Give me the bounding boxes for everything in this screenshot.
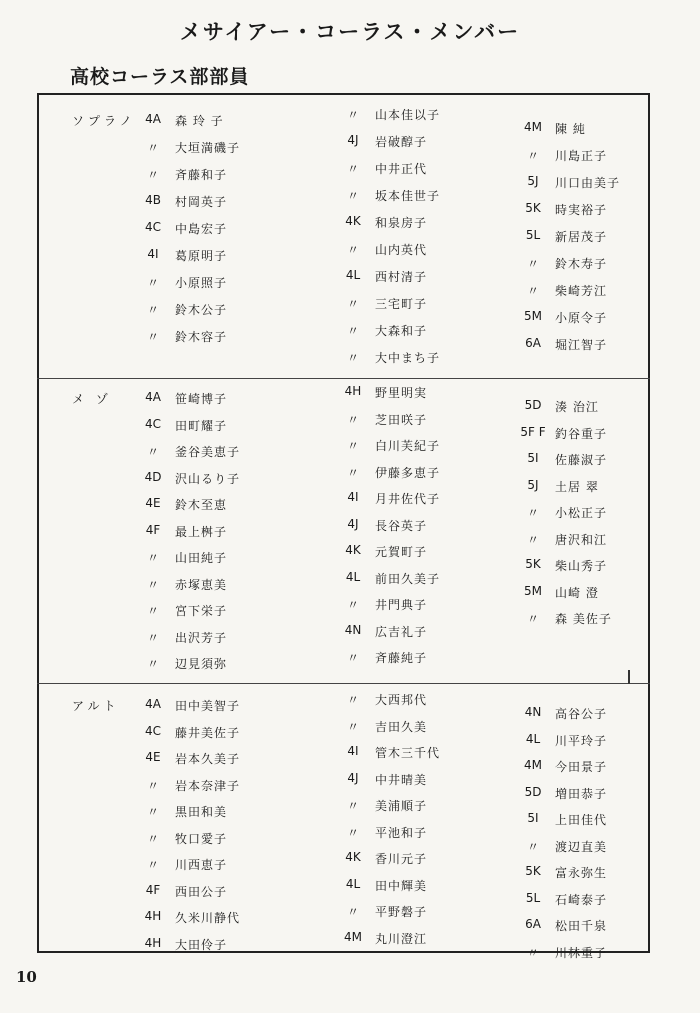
member-name: 鈴木寿子	[555, 257, 608, 271]
member-name: 田町耀子	[175, 418, 228, 433]
member-name: 川林重子	[555, 945, 608, 960]
class-code: 〃	[346, 324, 359, 338]
class-code: 4J	[347, 516, 359, 531]
class-code: 5I	[527, 451, 539, 465]
class-code: 4M	[344, 929, 362, 944]
class-code: 〃	[146, 141, 159, 155]
member-name: 佐藤淑子	[555, 453, 608, 467]
class-code: 6A	[525, 917, 541, 931]
member-name: 柴崎芳江	[555, 284, 608, 298]
class-code: 4L	[345, 569, 361, 584]
member-name: 岩本久美子	[175, 752, 241, 766]
member-name: 松田千泉	[555, 919, 608, 933]
member-name: 小原照子	[175, 276, 228, 290]
member-name: 鈴木公子	[175, 303, 228, 317]
member-name: 岩本奈津子	[175, 778, 241, 793]
member-name: 丸川澄江	[375, 931, 428, 946]
class-code: 4A	[145, 390, 161, 404]
class-code: 4K	[345, 850, 361, 864]
class-code: 4E	[145, 750, 161, 764]
class-code: 〃	[146, 168, 159, 182]
member-name: 中井正代	[375, 162, 428, 176]
member-name: 中島宏子	[175, 222, 228, 236]
member-name: 小原令子	[555, 311, 608, 325]
class-code: 〃	[346, 189, 359, 203]
member-name: 西田公子	[175, 884, 228, 899]
class-code: 〃	[526, 612, 539, 626]
class-code: 5L	[525, 890, 541, 905]
member-name: 黒田和美	[175, 805, 228, 819]
member-name: 川平玲子	[555, 733, 608, 748]
class-code: 〃	[346, 693, 359, 707]
member-name: 川西恵子	[175, 858, 228, 872]
member-name: 唐沢和江	[555, 532, 608, 547]
member-name: 美浦順子	[375, 799, 428, 813]
class-code: 4F	[145, 882, 161, 897]
class-code: 4D	[144, 469, 162, 484]
class-code: 4L	[345, 268, 361, 282]
class-code: 4B	[145, 193, 161, 207]
member-name: 西村清子	[375, 270, 428, 284]
class-code: 〃	[526, 284, 539, 298]
member-name: 湊 治江	[555, 400, 599, 414]
member-name: 土居 翠	[555, 479, 599, 494]
class-code: 〃	[346, 243, 359, 257]
member-name: 中井晴美	[375, 772, 428, 787]
class-code: 5K	[525, 557, 541, 571]
member-name: 最上桝子	[175, 524, 228, 539]
member-name: 鈴木容子	[175, 330, 228, 344]
member-name: 小松正子	[555, 506, 608, 520]
member-name: 田中輝美	[375, 878, 428, 893]
member-name: 平野磐子	[375, 905, 428, 919]
class-code: 〃	[526, 839, 539, 854]
class-code: 4I	[347, 490, 359, 504]
member-name: 辺見須弥	[175, 657, 228, 671]
class-code: 5D	[524, 398, 542, 412]
class-code: 4M	[524, 758, 542, 772]
member-name: 堀江智子	[555, 338, 608, 352]
class-code: 〃	[146, 330, 159, 344]
class-code: 4N	[344, 622, 362, 637]
member-name: 牧口愛子	[175, 831, 228, 846]
member-name: 川島正子	[555, 149, 608, 163]
class-code: 〃	[346, 799, 359, 813]
member-name: 葛原明子	[175, 249, 228, 263]
class-code: 4A	[145, 112, 161, 126]
member-name: 平池和子	[375, 825, 428, 840]
section-divider	[37, 683, 650, 684]
member-name: 久米川静代	[175, 911, 241, 925]
member-name: 大中まち子	[375, 351, 441, 365]
member-name: 時実裕子	[555, 203, 608, 217]
class-code: 〃	[146, 630, 159, 645]
class-code: 4A	[145, 697, 161, 711]
member-name: 鈴木至恵	[175, 498, 228, 512]
class-code: 5J	[527, 174, 539, 188]
page-subtitle: 高校コーラス部部員	[70, 66, 250, 88]
class-code: 〃	[146, 445, 159, 459]
member-name: 大田伶子	[175, 937, 228, 952]
member-name: 坂本佳世子	[375, 189, 441, 203]
page-title: メサイアー・コーラス・メンバー	[179, 20, 521, 44]
class-code: 4C	[144, 416, 161, 431]
class-code: 〃	[346, 905, 359, 919]
class-code: 4H	[144, 909, 162, 923]
class-code: 4K	[345, 543, 361, 557]
class-code: 〃	[526, 257, 539, 271]
member-name: 沢山るり子	[175, 471, 241, 486]
class-code: 5K	[525, 864, 541, 878]
class-code: 6A	[525, 336, 541, 350]
class-code: 5J	[527, 477, 539, 492]
member-name: 香川元子	[375, 852, 428, 866]
member-name: 斉藤純子	[375, 651, 428, 665]
member-name: 元賀町子	[375, 545, 428, 559]
class-code: 5K	[525, 201, 541, 215]
member-name: 井門典子	[375, 598, 428, 612]
class-code: 〃	[346, 719, 359, 734]
class-code: 〃	[346, 351, 359, 365]
class-code: 〃	[346, 108, 359, 122]
member-name: 長谷英子	[375, 518, 428, 533]
member-name: 森 美佐子	[555, 612, 612, 626]
member-name: 釜谷美恵子	[175, 445, 241, 459]
class-code: 4N	[524, 705, 542, 719]
class-code: 4K	[345, 214, 361, 228]
member-name: 山田純子	[175, 551, 228, 565]
member-name: 陳 純	[555, 122, 586, 136]
class-code: 〃	[526, 149, 539, 163]
class-code: 〃	[526, 532, 539, 547]
member-name: 釣谷重子	[555, 426, 608, 441]
class-code: 〃	[146, 805, 159, 819]
class-code: 5D	[524, 784, 542, 799]
class-code: 〃	[146, 858, 159, 872]
member-name: 白川芙紀子	[375, 439, 441, 453]
member-name: 三宅町子	[375, 297, 428, 311]
class-code: 4L	[525, 731, 541, 746]
class-code: 5M	[524, 583, 542, 598]
section-divider	[37, 378, 650, 379]
margin-mark	[628, 670, 630, 684]
class-code: 〃	[146, 303, 159, 317]
member-name: 川口由美子	[555, 176, 621, 190]
member-name: 赤塚恵美	[175, 577, 228, 592]
class-code: 4J	[347, 133, 359, 147]
class-code: 〃	[346, 297, 359, 311]
class-code: 4J	[347, 770, 359, 785]
class-code: 〃	[346, 412, 359, 427]
member-name: 今田景子	[555, 760, 608, 774]
class-code: 〃	[346, 465, 359, 480]
class-code: 〃	[146, 276, 159, 290]
member-name: 月井佐代子	[375, 492, 441, 506]
class-code: 〃	[346, 162, 359, 176]
member-name: 村岡英子	[175, 195, 228, 209]
member-name: 森 玲 子	[175, 114, 224, 128]
page-number: 10	[16, 968, 37, 986]
member-name: 広吉礼子	[375, 624, 428, 639]
member-name: 大森和子	[375, 324, 428, 338]
class-code: 4H	[144, 935, 162, 950]
class-code: 4I	[147, 247, 159, 261]
member-name: 吉田久美	[375, 719, 428, 734]
member-name: 上田佳代	[555, 813, 608, 827]
class-code: 〃	[346, 598, 359, 612]
class-code: 5I	[527, 811, 539, 825]
member-name: 伊藤多恵子	[375, 465, 441, 480]
class-code: 4I	[347, 744, 359, 758]
voice-part-label: ソプラノ	[72, 114, 136, 128]
member-name: 富永弥生	[555, 866, 608, 880]
class-code: 〃	[346, 825, 359, 840]
member-name: 高谷公子	[555, 707, 608, 721]
member-name: 出沢芳子	[175, 630, 228, 645]
class-code: 5F F	[520, 424, 546, 439]
class-code: 〃	[346, 439, 359, 453]
member-name: 大西邦代	[375, 693, 428, 707]
member-name: 宮下栄子	[175, 604, 228, 618]
member-name: 笹崎博子	[175, 392, 228, 406]
class-code: 4E	[145, 496, 161, 510]
class-code: 〃	[526, 945, 539, 960]
member-name: 新居茂子	[555, 230, 608, 244]
class-code: 4F	[145, 522, 161, 537]
class-code: 〃	[146, 551, 159, 565]
member-name: 田中美智子	[175, 699, 241, 713]
class-code: 〃	[146, 657, 159, 671]
member-name: 岩破醇子	[375, 135, 428, 149]
class-code: 4C	[144, 220, 161, 234]
member-name: 石崎泰子	[555, 892, 608, 907]
member-name: 前田久美子	[375, 571, 441, 586]
class-code: 4M	[524, 120, 542, 134]
class-code: 4C	[144, 723, 161, 738]
member-name: 渡辺直美	[555, 839, 608, 854]
class-code: 〃	[346, 651, 359, 665]
member-name: 山内英代	[375, 243, 428, 257]
member-name: 増田恭子	[555, 786, 608, 801]
class-code: 5L	[525, 228, 541, 242]
member-name: 山崎 澄	[555, 585, 599, 600]
class-code: 5M	[524, 309, 542, 323]
class-code: 〃	[146, 577, 159, 592]
member-name: 山本佳以子	[375, 108, 441, 122]
member-name: 芝田咲子	[375, 412, 428, 427]
class-code: 〃	[146, 831, 159, 846]
class-code: 〃	[146, 778, 159, 793]
member-name: 柴山秀子	[555, 559, 608, 573]
class-code: 4H	[344, 384, 362, 398]
voice-part-label: アルト	[72, 699, 120, 713]
class-code: 〃	[526, 506, 539, 520]
class-code: 〃	[146, 604, 159, 618]
member-name: 藤井美佐子	[175, 725, 241, 740]
member-name: 管木三千代	[375, 746, 441, 760]
voice-part-label: メ ゾ	[72, 392, 112, 406]
member-name: 斉藤和子	[175, 168, 228, 182]
member-name: 野里明実	[375, 386, 428, 400]
class-code: 4L	[345, 876, 361, 891]
member-name: 大垣満磯子	[175, 141, 241, 155]
member-name: 和泉房子	[375, 216, 428, 230]
